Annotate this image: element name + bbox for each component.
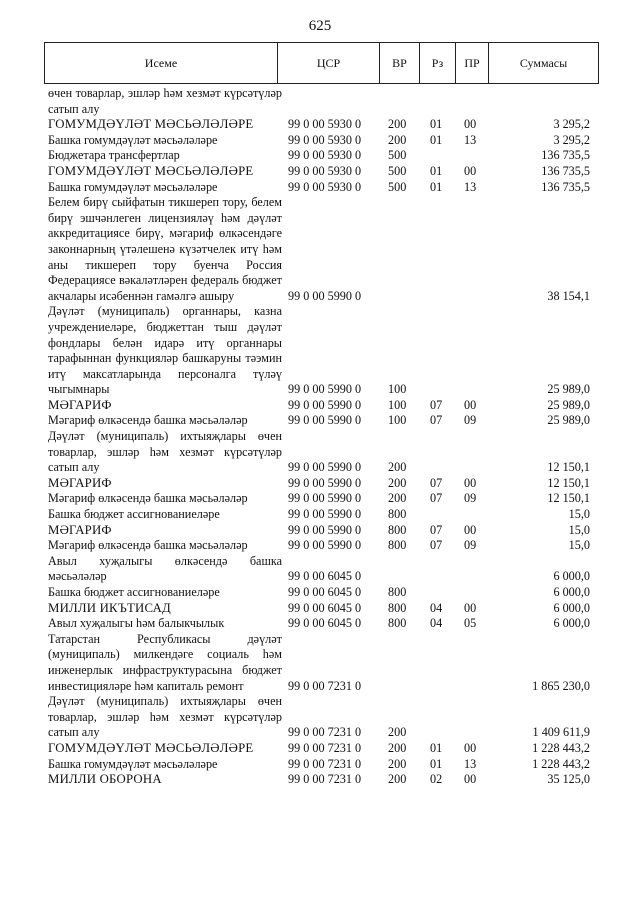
header-name: Исеме	[144, 55, 178, 70]
cell-sum: 136 735,5	[541, 179, 590, 194]
cell-rz: 01	[430, 179, 443, 194]
cell-pr: 00	[464, 117, 477, 132]
table-row	[48, 413, 596, 429]
cell-csr: 99 0 00 5990 0	[288, 507, 362, 522]
cell-pr: 00	[464, 475, 477, 490]
cell-csr: 99 0 00 6045 0	[288, 600, 362, 615]
cell-name: Татарстан Республикасы дәүләт (муниципаль) милкендәге социаль һәм инженерлык инфраструктурасына бюджет инвестицияләре һәм капиталь ремонт	[48, 631, 282, 693]
table-row	[48, 757, 596, 773]
cell-name: ГОМУМДӘҮЛӘТ МӘСЬӘЛӘЛӘРЕ	[48, 163, 254, 178]
cell-pr: 00	[464, 397, 477, 412]
cell-pr: 13	[464, 132, 477, 147]
cell-name: Авыл хуҗалыгы һәм балыкчылык	[48, 616, 225, 631]
cell-vr: 800	[388, 600, 407, 615]
cell-csr: 99 0 00 7231 0	[288, 678, 362, 693]
cell-rz: 07	[430, 538, 443, 553]
cell-csr: 99 0 00 5990 0	[288, 413, 362, 428]
header-vr: ВР	[379, 43, 419, 83]
cell-name: Мәгариф өлкәсендә башка мәсьәләләр	[48, 491, 248, 506]
table-row	[48, 616, 596, 632]
cell-pr: 00	[464, 772, 477, 787]
cell-sum: 6 000,0	[553, 569, 590, 584]
cell-rz: 01	[430, 117, 443, 132]
cell-csr: 99 0 00 5990 0	[288, 288, 362, 303]
cell-csr: 99 0 00 6045 0	[288, 585, 362, 599]
cell-name: Мәгариф өлкәсендә башка мәсьәләләр	[48, 413, 248, 428]
cell-vr: 800	[388, 585, 407, 599]
cell-name: МӘГАРИФ	[48, 475, 112, 490]
cell-sum: 136 735,5	[541, 163, 590, 178]
cell-vr: 200	[388, 491, 407, 506]
cell-name: Башка бюджет ассигнованиеләре	[48, 507, 220, 522]
cell-pr: 00	[464, 522, 477, 537]
cell-csr: 99 0 00 5990 0	[288, 491, 362, 506]
cell-rz: 07	[430, 413, 443, 428]
cell-sum: 136 735,5	[541, 148, 590, 163]
cell-name: Башка гомумдәүләт мәсьәләләре	[48, 756, 218, 771]
cell-csr: 99 0 00 5930 0	[288, 117, 362, 132]
cell-sum: 6 000,0	[553, 585, 590, 599]
cell-name: Дәүләт (муниципаль) органнары, казна учреждениеләре, бюджеттан тыш дәүләт фондлары белән идарә итү органнары тарафыннан функцияләр башкаруны тәэмин итү максатларында персоналга түләү чыгымнары	[48, 304, 282, 397]
cell-sum: 25 989,0	[547, 397, 590, 412]
table-row	[48, 523, 596, 539]
cell-csr: 99 0 00 6045 0	[288, 569, 362, 584]
cell-csr: 99 0 00 7231 0	[288, 740, 362, 755]
cell-sum: 38 154,1	[547, 288, 590, 303]
cell-vr: 500	[388, 148, 407, 163]
cell-rz: 04	[430, 616, 443, 631]
cell-sum: 15,0	[568, 507, 590, 522]
cell-name: Башка гомумдәүләт мәсьәләләре	[48, 132, 218, 147]
cell-name: Мәгариф өлкәсендә башка мәсьәләләр	[48, 538, 248, 553]
cell-vr: 200	[388, 740, 407, 755]
cell-rz: 02	[430, 772, 443, 787]
cell-csr: 99 0 00 5990 0	[288, 475, 362, 490]
cell-sum: 6 000,0	[553, 600, 590, 615]
cell-rz: 07	[430, 522, 443, 537]
cell-name: өчен товарлар, эшләр һәм хезмәт күрсәтүләр сатып алу	[48, 86, 282, 116]
cell-pr: 00	[464, 740, 477, 755]
table-row	[48, 304, 596, 398]
header-pr: ПР	[455, 43, 488, 83]
table-row	[48, 86, 596, 117]
cell-sum: 1 228 443,2	[532, 756, 590, 771]
cell-pr: 09	[464, 491, 477, 506]
cell-csr: 99 0 00 5990 0	[288, 522, 362, 537]
cell-sum: 15,0	[568, 538, 590, 553]
cell-csr: 99 0 00 5990 0	[288, 397, 362, 412]
table-row	[48, 538, 596, 554]
cell-vr: 200	[388, 725, 407, 740]
cell-rz: 01	[430, 163, 443, 178]
cell-vr: 500	[388, 179, 407, 194]
cell-sum: 25 989,0	[547, 382, 590, 397]
table-row	[48, 117, 596, 133]
cell-name: МИЛЛИ ИКЪТИСАД	[48, 600, 171, 615]
cell-vr: 500	[388, 163, 407, 178]
cell-name: ГОМУМДӘҮЛӘТ МӘСЬӘЛӘЛӘРЕ	[48, 117, 254, 132]
header-sum: Суммасы	[488, 43, 598, 83]
cell-rz: 07	[430, 491, 443, 506]
cell-sum: 12 150,1	[547, 475, 590, 490]
cell-name: МИЛЛИ ОБОРОНА	[48, 772, 162, 787]
cell-rz: 01	[430, 132, 443, 147]
cell-sum: 6 000,0	[553, 616, 590, 631]
cell-name: Авыл хуҗалыгы өлкәсендә башка мәсьәләләр	[48, 553, 282, 584]
table-row	[48, 195, 596, 304]
cell-csr: 99 0 00 6045 0	[288, 616, 362, 631]
page-number: 625	[308, 18, 332, 34]
table-row	[48, 585, 596, 601]
cell-pr: 09	[464, 538, 477, 553]
cell-vr: 800	[388, 616, 407, 631]
cell-csr: 99 0 00 5990 0	[288, 538, 362, 553]
table-row	[48, 554, 596, 585]
cell-csr: 99 0 00 7231 0	[288, 772, 362, 787]
cell-sum: 3 295,2	[553, 132, 590, 147]
cell-vr: 100	[388, 382, 407, 397]
header-rz: Рз	[419, 43, 455, 83]
table-row	[48, 491, 596, 507]
cell-csr: 99 0 00 7231 0	[288, 756, 362, 771]
header-csr: ЦСР	[277, 43, 379, 83]
table-row	[48, 741, 596, 757]
cell-sum: 3 295,2	[553, 117, 590, 132]
table-row	[48, 164, 596, 180]
cell-vr: 800	[388, 507, 407, 522]
cell-vr: 200	[388, 117, 407, 132]
cell-rz: 07	[430, 475, 443, 490]
table-row	[48, 133, 596, 149]
cell-sum: 35 125,0	[547, 772, 590, 787]
table-row	[48, 632, 596, 694]
table-row	[48, 148, 596, 164]
table-row	[48, 476, 596, 492]
cell-csr: 99 0 00 5990 0	[288, 382, 362, 397]
cell-name: Башка гомумдәүләт мәсьәләләре	[48, 179, 218, 194]
table-row	[48, 601, 596, 617]
cell-sum: 12 150,1	[547, 491, 590, 506]
cell-csr: 99 0 00 5930 0	[288, 148, 362, 163]
table-row	[48, 180, 596, 196]
table-row	[48, 694, 596, 741]
cell-pr: 13	[464, 756, 477, 771]
cell-pr: 00	[464, 163, 477, 178]
cell-vr: 200	[388, 756, 407, 771]
cell-vr: 800	[388, 522, 407, 537]
cell-sum: 12 150,1	[547, 460, 590, 475]
table-row	[48, 398, 596, 414]
cell-vr: 100	[388, 413, 407, 428]
cell-pr: 00	[464, 600, 477, 615]
cell-vr: 200	[388, 475, 407, 490]
cell-pr: 09	[464, 413, 477, 428]
cell-csr: 99 0 00 7231 0	[288, 725, 362, 740]
cell-rz: 07	[430, 397, 443, 412]
cell-csr: 99 0 00 5930 0	[288, 132, 362, 147]
cell-vr: 200	[388, 460, 407, 475]
cell-sum: 1 409 611,9	[532, 725, 590, 740]
table-body	[48, 86, 596, 788]
cell-name: ГОМУМДӘҮЛӘТ МӘСЬӘЛӘЛӘРЕ	[48, 740, 254, 755]
cell-csr: 99 0 00 5930 0	[288, 179, 362, 194]
cell-name: МӘГАРИФ	[48, 397, 112, 412]
cell-csr: 99 0 00 5930 0	[288, 163, 362, 178]
table-row	[48, 507, 596, 523]
cell-vr: 200	[388, 772, 407, 787]
cell-name: Башка бюджет ассигнованиеләре	[48, 585, 220, 599]
cell-name: Дәүләт (муниципаль) ихтыяҗлары өчен товарлар, эшләр һәм хезмәт күрсәтүләр сатып алу	[48, 429, 282, 475]
cell-rz: 01	[430, 756, 443, 771]
cell-name: Бюджетара трансфертлар	[48, 148, 180, 163]
cell-vr: 800	[388, 538, 407, 553]
cell-rz: 04	[430, 600, 443, 615]
cell-sum: 25 989,0	[547, 413, 590, 428]
cell-name: МӘГАРИФ	[48, 522, 112, 537]
cell-pr: 05	[464, 616, 477, 631]
cell-csr: 99 0 00 5990 0	[288, 460, 362, 475]
cell-sum: 1 865 230,0	[532, 678, 590, 693]
table-row	[48, 429, 596, 476]
cell-vr: 200	[388, 132, 407, 147]
cell-rz: 01	[430, 740, 443, 755]
table-row	[48, 772, 596, 788]
cell-sum: 1 228 443,2	[532, 740, 590, 755]
cell-pr: 13	[464, 179, 477, 194]
cell-sum: 15,0	[568, 522, 590, 537]
cell-name: Дәүләт (муниципаль) ихтыяҗлары өчен товарлар, эшләр һәм хезмәт күрсәтүләр сатып алу	[48, 694, 282, 740]
cell-name: Белем бирү сыйфатын тикшереп тору, белем бирү эшчәнлеген лицензияләү һәм дәүләт аккредитациясе бирү, мәгариф өлкәсендәге законнарның үтәлешенә күзәтчелек итү һәм аны тикшереп тору буенча Россия Федерациясе вәкаләтләрен федераль бюджет акчалары исәбеннән гамәлгә ашыру	[48, 195, 282, 303]
cell-vr: 100	[388, 397, 407, 412]
table-header	[44, 42, 599, 84]
